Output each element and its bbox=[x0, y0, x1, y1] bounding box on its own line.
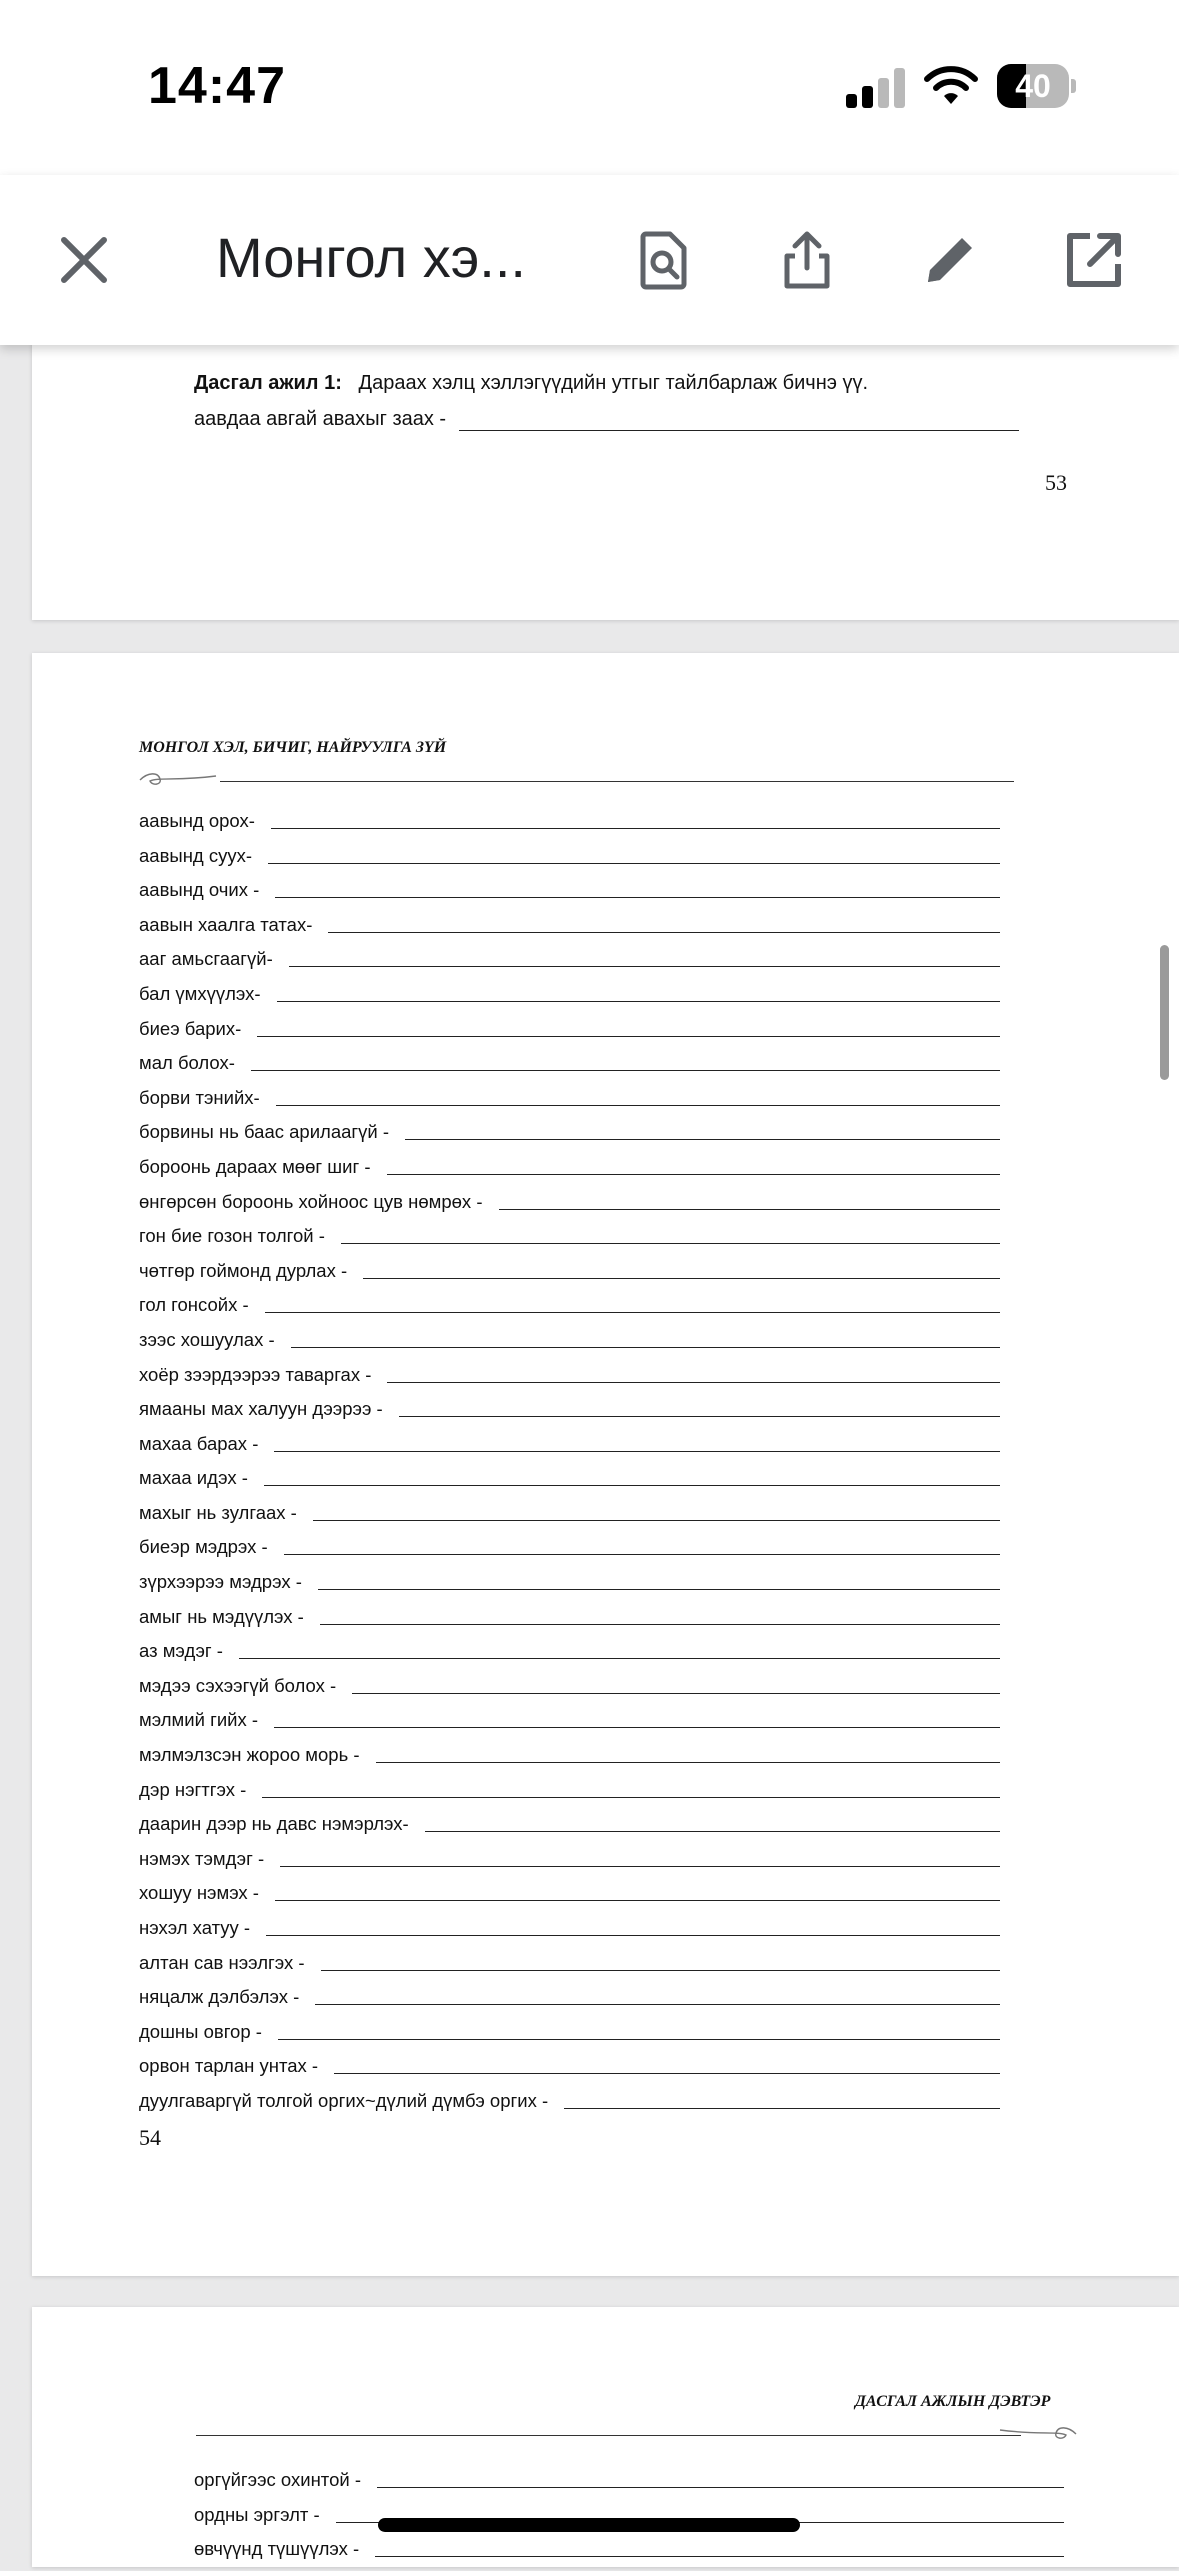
item-term: аавынд орох- bbox=[139, 810, 255, 831]
item-term: аавынд очих - bbox=[139, 879, 260, 901]
answer-line bbox=[275, 897, 1000, 898]
list-item bbox=[139, 1984, 1039, 2019]
item-term: өнгөрсөн бороонь хойноос цув нөмрөх - bbox=[139, 1190, 483, 1212]
item-term: ямааны мах халуун дээрээ - bbox=[139, 1398, 383, 1420]
item-term: алтан сав нээлгэх - bbox=[139, 1951, 305, 1973]
page-number: 54 bbox=[139, 2125, 161, 2150]
answer-line bbox=[257, 1036, 1000, 1037]
list-item bbox=[139, 877, 1039, 912]
item-term: даарин дээр нь давс нэмэрлэх- bbox=[139, 1813, 409, 1835]
list-item bbox=[139, 1465, 1039, 1500]
item-term: нэмэх тэмдэг - bbox=[139, 1847, 265, 1869]
answer-line bbox=[318, 1589, 1000, 1590]
answer-line bbox=[313, 1520, 1000, 1521]
item-term: зүрхээрээ мэдрэх - bbox=[139, 1571, 302, 1593]
answer-line bbox=[376, 1762, 1000, 1763]
item-term: дэр нэгтгэх - bbox=[139, 1778, 247, 1800]
answer-line bbox=[321, 1970, 1000, 1971]
list-item bbox=[139, 1396, 1039, 1431]
item-term: дуулгаваргүй толгой оргих~дүлий дүмбэ оргих - bbox=[139, 2089, 549, 2111]
item-term: оргүйгээс охинтой - bbox=[194, 2469, 361, 2490]
answer-line bbox=[320, 1624, 1000, 1625]
answer-line bbox=[399, 1416, 1000, 1417]
item-term: дошны овгор - bbox=[139, 2020, 262, 2042]
list-item bbox=[139, 1777, 1039, 1812]
ornament-swash-icon bbox=[138, 771, 218, 789]
list-item bbox=[139, 1327, 1039, 1362]
list-item bbox=[139, 1950, 1039, 1985]
item-term: мэлмэлзсэн жороо морь - bbox=[139, 1744, 360, 1766]
item-term: хошуу нэмэх - bbox=[139, 1882, 259, 1904]
item-term: гол гонсойх - bbox=[139, 1294, 249, 1316]
answer-line bbox=[289, 966, 1000, 967]
list-item bbox=[139, 1258, 1039, 1293]
answer-line bbox=[387, 1382, 1000, 1383]
list-item bbox=[139, 1189, 1039, 1224]
item-term: биеэ барих- bbox=[139, 1017, 242, 1039]
list-item bbox=[139, 1500, 1039, 1535]
running-head: МОНГОЛ ХЭЛ, БИЧИГ, НАЙРУУЛГА ЗҮЙ bbox=[139, 739, 447, 756]
list-item bbox=[139, 1085, 1039, 1120]
exercise-instruction: Дараах хэлц хэллэгүүдийн утгыг тайлбарлаж бичнэ үү. bbox=[358, 372, 869, 394]
item-term: ордны эргэлт - bbox=[194, 2503, 320, 2525]
list-item bbox=[139, 1638, 1039, 1673]
list-item bbox=[139, 981, 1039, 1016]
answer-line bbox=[275, 1900, 1000, 1901]
list-item bbox=[139, 1431, 1039, 1466]
list-item bbox=[139, 1742, 1039, 1777]
item-term: зээс хошуулах - bbox=[139, 1328, 275, 1350]
battery-percent: 40 bbox=[1015, 68, 1051, 104]
answer-line bbox=[334, 2073, 1000, 2074]
list-item bbox=[139, 1119, 1039, 1154]
item-term: няцалж дэлбэлэх - bbox=[139, 1986, 300, 2008]
running-head: ДАСГАЛ АЖЛЫН ДЭВТЭР bbox=[855, 2393, 1051, 2410]
item-term: махаа барах - bbox=[139, 1432, 259, 1454]
item-term: мэдээ сэхээгүй болох - bbox=[139, 1674, 337, 1696]
item-term: орвон тарлан унтах - bbox=[139, 2055, 319, 2077]
list-item bbox=[139, 1569, 1039, 1604]
wifi-icon bbox=[923, 64, 979, 108]
list-item bbox=[139, 1050, 1039, 1085]
list-item bbox=[139, 2053, 1039, 2088]
answer-line bbox=[278, 2039, 1000, 2040]
exercise-list bbox=[139, 808, 1039, 2123]
list-item bbox=[139, 808, 1039, 843]
answer-line bbox=[328, 932, 1000, 933]
close-icon[interactable] bbox=[52, 228, 116, 292]
answer-line bbox=[291, 1347, 1000, 1348]
open-external-icon[interactable] bbox=[1062, 228, 1126, 292]
list-item bbox=[139, 1604, 1039, 1639]
exercise-heading bbox=[194, 372, 868, 395]
item-term: мэлмий гийх - bbox=[139, 1709, 259, 1731]
item-term: борвины нь баас арилаагүй - bbox=[139, 1121, 390, 1143]
item-term: бал үмхүүлэх- bbox=[139, 982, 261, 1004]
answer-line bbox=[239, 1658, 1000, 1659]
answer-line bbox=[405, 1139, 1000, 1140]
answer-line bbox=[262, 1797, 1000, 1798]
item-term: борви тэнийх- bbox=[139, 1086, 260, 1108]
item-term: өвчүүнд түшүүлэх - bbox=[194, 2538, 360, 2560]
answer-line bbox=[274, 1451, 1000, 1452]
list-item bbox=[139, 1915, 1039, 1950]
answer-line bbox=[274, 1727, 1000, 1728]
exercise-label: Дасгал ажил 1: bbox=[194, 372, 342, 394]
list-item bbox=[139, 1880, 1039, 1915]
page-number: 53 bbox=[1045, 470, 1067, 495]
ornament-swash-icon bbox=[998, 2425, 1078, 2443]
scrollbar-thumb[interactable] bbox=[1160, 945, 1169, 1080]
search-document-icon[interactable] bbox=[632, 228, 696, 292]
list-item bbox=[139, 1534, 1039, 1569]
answer-line bbox=[271, 828, 1000, 829]
item-term: ааг амьсгаагүй- bbox=[139, 948, 273, 970]
answer-line bbox=[266, 1935, 1000, 1936]
item-term: аавын хаалга татах- bbox=[139, 913, 313, 935]
exercise-item: аавдаа авгай авахыг заах - bbox=[194, 408, 447, 430]
list-item bbox=[194, 2536, 1094, 2571]
header-rule bbox=[196, 2435, 1021, 2436]
answer-line bbox=[375, 2556, 1064, 2557]
viewer-toolbar bbox=[0, 175, 1179, 345]
item-term: махаа идэх - bbox=[139, 1467, 248, 1489]
answer-line bbox=[387, 1174, 1001, 1175]
item-term: махыг нь зулгаах - bbox=[139, 1501, 297, 1523]
answer-line bbox=[363, 1278, 1000, 1279]
list-item bbox=[139, 1154, 1039, 1189]
answer-line bbox=[268, 863, 1000, 864]
list-item bbox=[139, 1016, 1039, 1051]
item-term: аз мэдэг - bbox=[139, 1640, 223, 1662]
share-icon[interactable] bbox=[775, 228, 839, 292]
answer-line bbox=[315, 2004, 1000, 2005]
list-item bbox=[139, 1362, 1039, 1397]
answer-line bbox=[265, 1312, 1000, 1313]
list-item bbox=[194, 2467, 1094, 2502]
answer-line bbox=[499, 1209, 1001, 1210]
pdf-page-53 bbox=[32, 300, 1179, 620]
answer-line bbox=[264, 1485, 1000, 1486]
item-term: гон бие гозон толгой - bbox=[139, 1225, 325, 1247]
status-time: 14:47 bbox=[148, 57, 286, 115]
pdf-page-54 bbox=[32, 653, 1179, 2276]
battery-icon bbox=[997, 64, 1075, 108]
home-indicator[interactable] bbox=[378, 2518, 800, 2532]
list-item bbox=[139, 1223, 1039, 1258]
item-term: нэхэл хатуу - bbox=[139, 1917, 251, 1938]
list-item bbox=[139, 1292, 1039, 1327]
list-item bbox=[139, 1846, 1039, 1881]
list-item bbox=[139, 1707, 1039, 1742]
answer-line bbox=[425, 1831, 1000, 1832]
item-term: аавынд суух- bbox=[139, 844, 253, 866]
item-term: бороонь дараах мөөг шиг - bbox=[139, 1155, 371, 1177]
item-term: биеэр мэдрэх - bbox=[139, 1536, 268, 1558]
answer-line bbox=[284, 1554, 1000, 1555]
cellular-signal-icon bbox=[846, 68, 906, 108]
item-term: чөтгөр гоймонд дурлах - bbox=[139, 1259, 348, 1281]
status-bar bbox=[0, 0, 1179, 175]
answer-line bbox=[564, 2108, 1000, 2109]
answer-line bbox=[280, 1866, 1000, 1867]
answer-line bbox=[459, 430, 1019, 431]
answer-line bbox=[341, 1243, 1000, 1244]
item-term: мал болох- bbox=[139, 1052, 235, 1074]
list-item bbox=[139, 2088, 1039, 2123]
list-item bbox=[139, 946, 1039, 981]
list-item bbox=[139, 912, 1039, 947]
document-title: Монгол хэ... bbox=[216, 226, 526, 289]
list-item bbox=[139, 1673, 1039, 1708]
list-item bbox=[139, 843, 1039, 878]
answer-line bbox=[377, 2487, 1064, 2488]
list-item bbox=[139, 1811, 1039, 1846]
list-item bbox=[139, 2019, 1039, 2054]
answer-line bbox=[352, 1693, 1000, 1694]
header-rule bbox=[220, 781, 1014, 782]
answer-line bbox=[277, 1001, 1000, 1002]
answer-line bbox=[251, 1070, 1000, 1071]
answer-line bbox=[276, 1105, 1000, 1106]
item-term: хоёр зээрдээрээ таваргах - bbox=[139, 1363, 372, 1385]
item-term: амыг нь мэдүүлэх - bbox=[139, 1605, 304, 1627]
edit-pencil-icon[interactable] bbox=[918, 228, 982, 292]
